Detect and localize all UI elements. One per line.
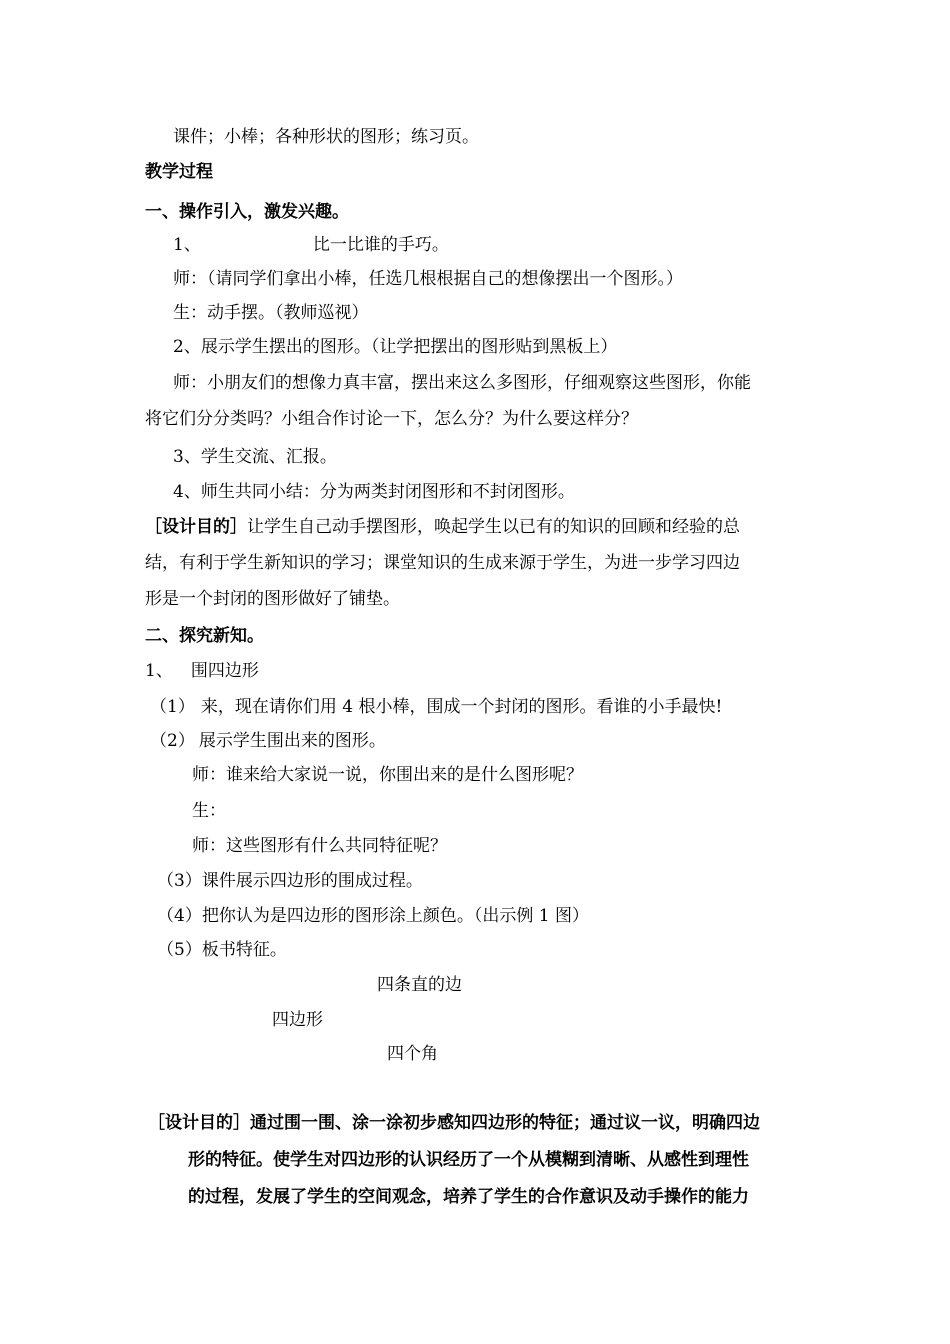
design-purpose-2a: ［设计目的］通过围一围、涂一涂初步感知四边形的特征；通过议一议，明确四边 bbox=[148, 1113, 760, 1133]
section2-heading: 二、探究新知。 bbox=[145, 626, 264, 646]
teacher-line-3: 师：谁来给大家说一说，你围出来的是什么图形呢？ bbox=[192, 765, 583, 785]
student-line-2: 生： bbox=[192, 801, 226, 821]
teacher-line-2a: 师：小朋友们的想像力真丰富，摆出来这么多图形，仔细观察这些图形，你能 bbox=[173, 373, 751, 393]
teacher-line-4: 师：这些图形有什么共同特征呢？ bbox=[192, 836, 447, 856]
teacher-line-1: 师：（请同学们拿出小棒，任选几根根据自己的想像摆出一个图形。） bbox=[173, 269, 683, 289]
process-heading: 教学过程 bbox=[145, 162, 213, 182]
design-purpose-1c: 形是一个封闭的图形做好了铺垫。 bbox=[145, 589, 400, 609]
p2-text: 展示学生围出来的图形。 bbox=[198, 731, 386, 751]
section2-p3: （3）课件展示四边形的围成过程。 bbox=[157, 871, 423, 891]
p2-number: （2） bbox=[150, 731, 195, 751]
design-purpose-2b: 形的特征。使学生对四边形的认识经历了一个从模糊到清晰、从感性到理性 bbox=[188, 1150, 749, 1170]
board-shape: 四边形 bbox=[272, 1010, 323, 1030]
design-purpose-1a bbox=[145, 517, 740, 537]
section1-item4: 4、师生共同小结：分为两类封闭图形和不封闭图形。 bbox=[173, 482, 575, 502]
design-purpose-2c: 的过程，发展了学生的空间观念，培养了学生的合作意识及动手操作的能力 bbox=[188, 1187, 749, 1207]
section1-item2: 2、展示学生摆出的图形。（让学把摆出的图形贴到黑板上） bbox=[173, 337, 618, 357]
sub1-text: 围四边形 bbox=[190, 661, 259, 681]
section2-p4: （4）把你认为是四边形的图形涂上颜色。（出示例 1 图） bbox=[157, 906, 589, 926]
board-edges: 四条直的边 bbox=[377, 975, 462, 995]
section1-heading: 一、操作引入，激发兴趣。 bbox=[145, 202, 349, 222]
design-purpose-text: 让学生自己动手摆图形，唤起学生以已有的知识的回顾和经验的总 bbox=[247, 517, 740, 537]
sub1-number: 1、 bbox=[145, 661, 173, 681]
section2-p2 bbox=[150, 731, 386, 751]
p1-text: 来，现在请你们用 4 根小棒，围成一个封闭的图形。看谁的小手最快! bbox=[200, 697, 723, 717]
board-angles: 四个角 bbox=[387, 1044, 438, 1064]
section1-item1 bbox=[173, 235, 449, 255]
materials-line: 课件；小棒；各种形状的图形；练习页。 bbox=[173, 127, 479, 147]
design-purpose-label: ［设计目的］ bbox=[145, 517, 247, 537]
student-line-1: 生：动手摆。（教师巡视） bbox=[173, 303, 369, 323]
section1-item3: 3、学生交流、汇报。 bbox=[173, 447, 337, 467]
section2-p5: （5）板书特征。 bbox=[157, 940, 287, 960]
item1-number: 1、 bbox=[173, 235, 201, 255]
section2-sub1 bbox=[145, 661, 259, 681]
p1-number: （1） bbox=[150, 697, 195, 717]
design-purpose-1b: 结，有利于学生新知识的学习；课堂知识的生成来源于学生，为进一步学习四边 bbox=[145, 553, 740, 573]
section2-p1 bbox=[150, 697, 722, 717]
teacher-line-2b: 将它们分分类吗？小组合作讨论一下，怎么分？为什么要这样分？ bbox=[145, 409, 638, 429]
item1-text: 比一比谁的手巧。 bbox=[312, 235, 449, 255]
